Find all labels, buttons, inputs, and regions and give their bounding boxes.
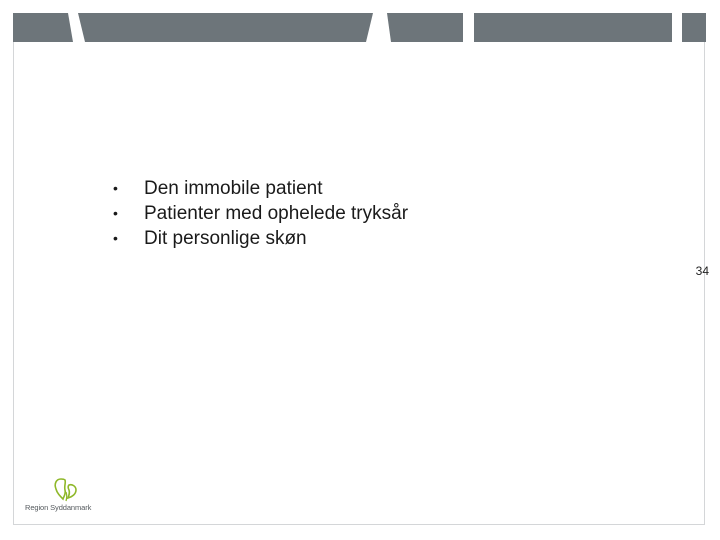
bullet-text: Patienter med ophelede tryksår <box>144 203 409 224</box>
header-segment <box>474 13 672 42</box>
bullet-symbol: • <box>113 205 118 221</box>
page-number: 34 <box>695 264 709 278</box>
region-logo <box>25 476 97 520</box>
logo-text: Region Syddanmark <box>25 503 92 512</box>
bullet-symbol: • <box>113 180 118 196</box>
header-segment <box>78 13 373 42</box>
bullet-text: Den immobile patient <box>144 178 323 199</box>
bullet-item <box>113 176 408 201</box>
bullet-text: Dit personlige skøn <box>144 228 307 249</box>
header-segment <box>13 13 73 42</box>
bullet-item <box>113 201 408 226</box>
header-bar <box>0 0 720 44</box>
bullet-symbol: • <box>113 230 118 246</box>
bullet-list <box>113 176 408 251</box>
slide-frame <box>13 13 705 525</box>
bullet-item <box>113 226 408 251</box>
region-syddanmark-logo-icon <box>25 476 97 504</box>
header-segment <box>387 13 463 42</box>
header-segment <box>682 13 706 42</box>
